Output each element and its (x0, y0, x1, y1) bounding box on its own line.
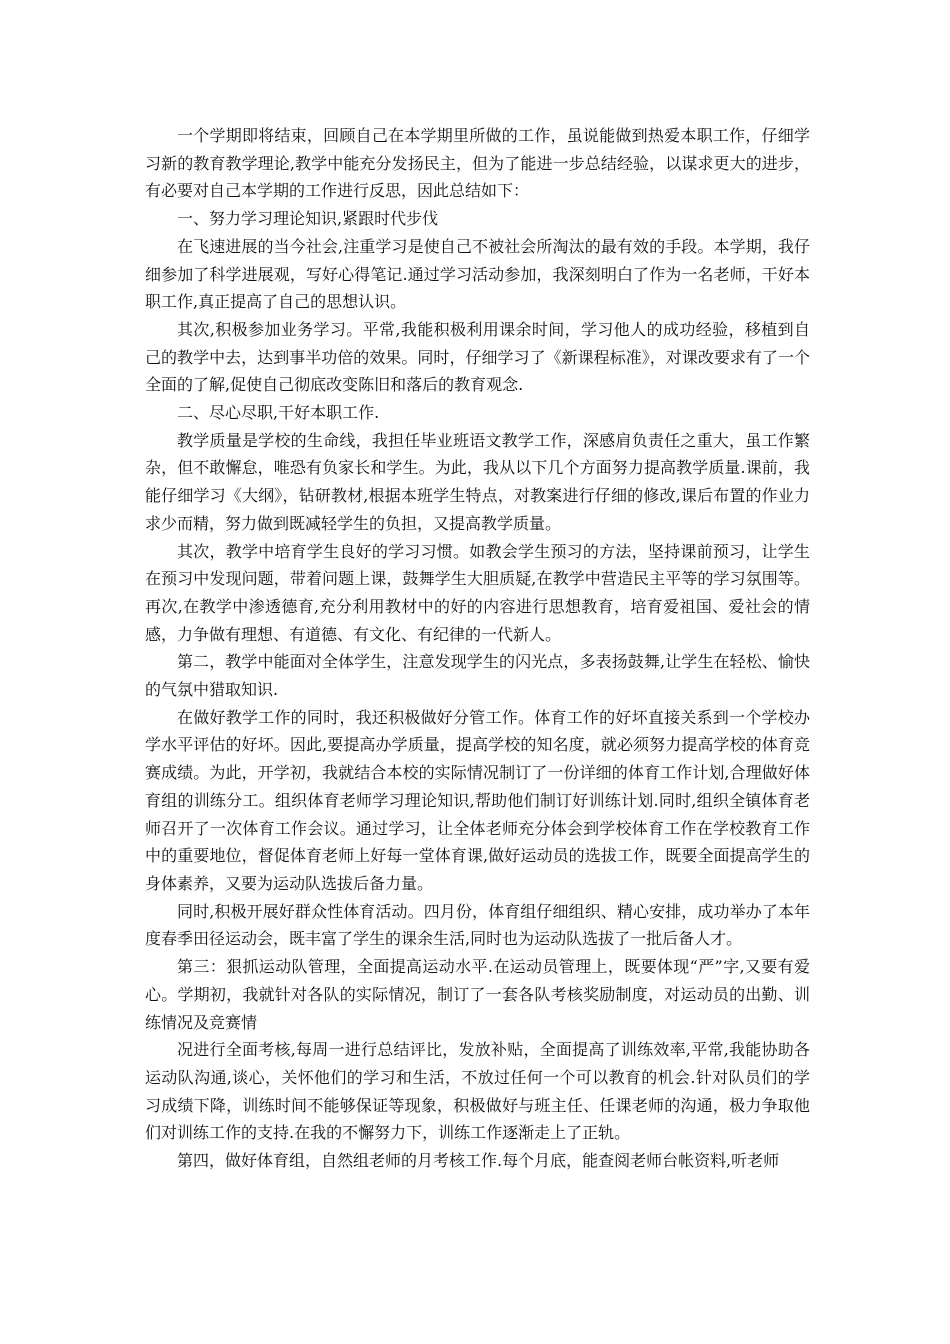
paragraph: 在做好教学工作的同时，我还积极做好分管工作。体育工作的好坏直接关系到一个学校办学水平评估的好坏。因此,要提高办学质量，提高学校的知名度，就必须努力提高学校的体育竞赛成绩。为此，开学初，我就结合本校的实际情况制订了一份详细的体育工作计划,合理做好体育组的训练分工。组织体育老师学习理论知识,帮助他们制订好训练计划.同时,组织全镇体育老师召开了一次体育工作会议。通过学习，让全体老师充分体会到学校体育工作在学校教育工作中的重要地位，督促体育老师上好每一堂体育课,做好运动员的选拔工作，既要全面提高学生的身体素养，又要为运动队选拔后备力量。 (145, 707, 810, 893)
paragraph: 况进行全面考核,每周一进行总结评比，发放补贴，全面提高了训练效率,平常,我能协助各运动队沟通,谈心，关怀他们的学习和生活，不放过任何一个可以教育的机会.针对队员们的学习成绩下降，训练时间不能够保证等现象，积极做好与班主任、任课老师的沟通，极力争取他们对训练工作的支持.在我的不懈努力下，训练工作逐渐走上了正轨。 (145, 1040, 810, 1143)
paragraph: 第二，教学中能面对全体学生，注意发现学生的闪光点，多表扬鼓舞,让学生在轻松、愉快的气氛中猎取知识. (145, 652, 810, 700)
paragraph: 同时,积极开展好群众性体育活动。四月份，体育组仔细组织、精心安排，成功举办了本年度春季田径运动会，既丰富了学生的课余生活,同时也为运动队选拔了一批后备人才。 (145, 901, 810, 949)
paragraph: 其次，教学中培育学生良好的学习习惯。如教会学生预习的方法，坚持课前预习，让学生在预习中发现问题，带着问题上课，鼓舞学生大胆质疑,在教学中营造民主平等的学习氛围等。再次,在教学中渗透德育,充分利用教材中的好的内容进行思想教育，培育爱祖国、爱社会的情感，力争做有理想、有道德、有文化、有纪律的一代新人。 (145, 541, 810, 644)
document-body (145, 122, 810, 1175)
paragraph: 在飞速进展的当今社会,注重学习是使自己不被社会所淘汰的最有效的手段。本学期，我仔细参加了科学进展观，写好心得笔记.通过学习活动参加，我深刻明白了作为一名老师，干好本职工作,真正提高了自己的思想认识。 (145, 236, 810, 312)
paragraph: 第四，做好体育组，自然组老师的月考核工作.每个月底，能查阅老师台帐资料,听老师 (177, 1151, 780, 1171)
paragraph: 教学质量是学校的生命线，我担任毕业班语文教学工作，深感肩负责任之重大，虽工作繁杂，但不敢懈怠，唯恐有负家长和学生。为此，我从以下几个方面努力提高教学质量.课前，我能仔细学习《大纲》，钻研教材,根据本班学生特点，对教案进行仔细的修改,课后布置的作业力求少而精，努力做到既减轻学生的负担，又提高教学质量。 (145, 430, 810, 533)
paragraph-intro: 一个学期即将结束，回顾自己在本学期里所做的工作，虽说能做到热爱本职工作，仔细学习新的教育教学理论,教学中能充分发扬民主，但为了能进一步总结经验，以谋求更大的进步，有必要对自己本学期的工作进行反思，因此总结如下： (145, 126, 810, 201)
paragraph: 其次,积极参加业务学习。平常,我能积极利用课余时间，学习他人的成功经验，移植到自己的教学中去，达到事半功倍的效果。同时，仔细学习了《新课程标准》，对课改要求有了一个全面的了解,促使自己彻底改变陈旧和落后的教育观念. (145, 319, 810, 395)
paragraph: 第三：狠抓运动队管理，全面提高运动水平.在运动员管理上，既要体现“严”字,又要有爱心。学期初，我就针对各队的实际情况，制订了一套各队考核奖励制度，对运动员的出勤、训练情况及竞赛情 (145, 957, 810, 1032)
section-heading-2: 二、尽心尽职,干好本职工作. (177, 403, 380, 423)
section-heading-1: 一、努力学习理论知识,紧跟时代步伐 (177, 209, 439, 229)
